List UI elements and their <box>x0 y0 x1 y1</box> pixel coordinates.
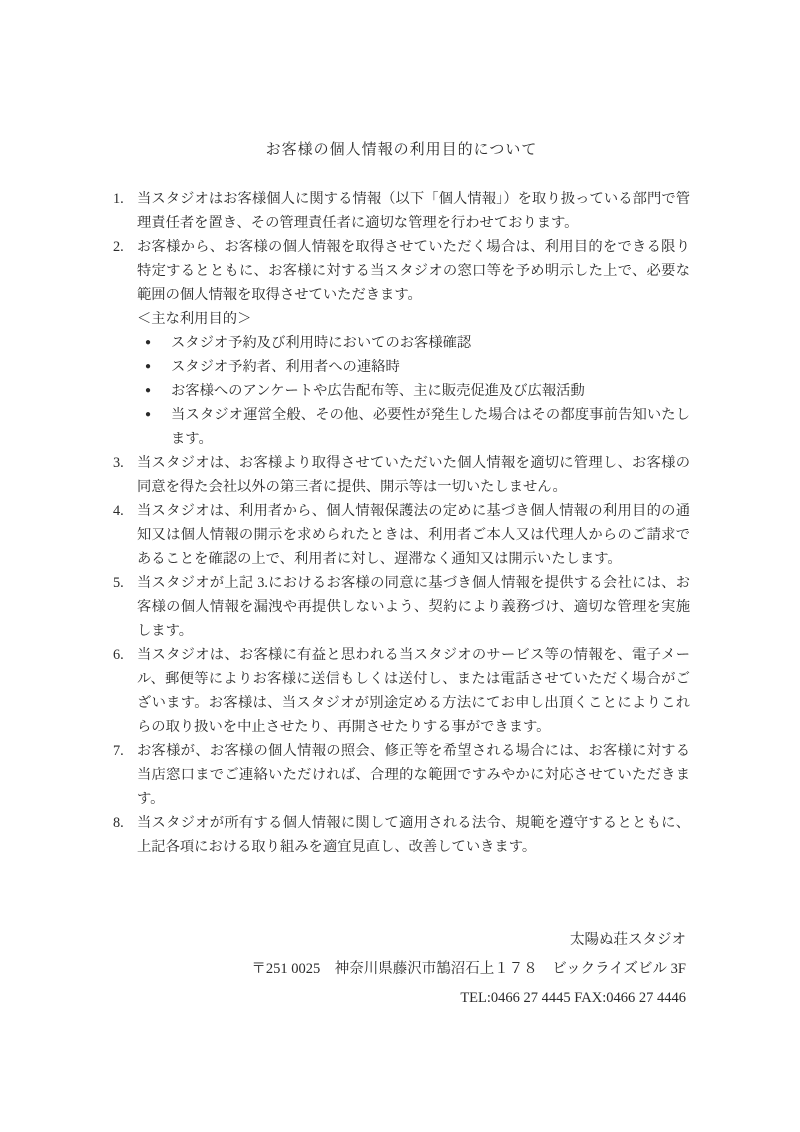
bullet-icon: ● <box>145 385 152 396</box>
footer-contact: TEL:0466 27 4445 FAX:0466 27 4446 <box>460 990 686 1006</box>
item-text: 当スタジオはお客様個人に関する情報（以下「個人情報」）を取り扱っている部門で管理責任者を置き、その管理責任者に適切な管理を行わせております。 <box>137 191 690 231</box>
document-footer <box>113 926 686 1013</box>
item-text: お客様が、お客様の個人情報の照会、修正等を希望される場合には、お客様に対する当店窓口までご連絡いただければ、合理的な範囲ですみやかに対応させていただきます。 <box>137 743 690 807</box>
list-item-7 <box>113 739 690 811</box>
item-number: 1. <box>113 191 124 207</box>
bullet-text: スタジオ予約者、利用者への連絡時 <box>171 359 400 375</box>
item-text: 当スタジオが所有する個人情報に関して適用される法令、規範を遵守するとともに、上記各項における取り組みを適宜見直し、改善していきます。 <box>137 815 690 855</box>
item-number: 5. <box>113 575 124 591</box>
item-number: 7. <box>113 743 124 759</box>
bullet-text: スタジオ予約及び利用時においてのお客様確認 <box>171 335 472 351</box>
item-number: 2. <box>113 239 124 255</box>
list-item-5 <box>113 571 690 643</box>
policy-list <box>113 187 690 859</box>
item-number: 3. <box>113 455 124 471</box>
list-item-8 <box>113 811 690 859</box>
page-title: お客様の個人情報の利用目的について <box>265 142 538 158</box>
bullet-text: お客様へのアンケートや広告配布等、主に販売促進及び広報活動 <box>171 383 585 399</box>
footer-company-name: 太陽ぬ荘スタジオ <box>570 932 686 948</box>
bullet-item <box>137 355 690 379</box>
item-number: 8. <box>113 815 124 831</box>
list-item-1 <box>113 187 690 235</box>
item-body <box>137 235 690 451</box>
purpose-subheading: ＜主な利用目的＞ <box>137 311 252 327</box>
bullet-item <box>137 403 690 451</box>
item-text: 当スタジオが上記 3.におけるお客様の同意に基づき個人情報を提供する会社には、お客様の個人情報を漏洩や再提供しないよう、契約により義務づけ、適切な管理を実施します。 <box>137 575 690 639</box>
item-text: 当スタジオは、お客様に有益と思われる当スタジオのサービス等の情報を、電子メール、郵便等によりお客様に送信もしくは送付し、または電話させていただく場合がございます。お客様は、当スタジオが別途定める方法にてお申し出頂くことによりこれらの取り扱いを中止させたり、再開させたりする事ができます。 <box>137 647 690 735</box>
bullet-icon: ● <box>145 409 152 420</box>
bullet-icon: ● <box>145 337 152 348</box>
item-number: 4. <box>113 503 124 519</box>
bullet-text: 当スタジオ運営全般、その他、必要性が発生した場合はその都度事前告知いたします。 <box>171 407 690 447</box>
footer-address: 〒251 0025 神奈川県藤沢市鵠沼石上１７８ ビックライズビル 3F <box>251 961 686 977</box>
item-text: 当スタジオは、利用者から、個人情報保護法の定めに基づき個人情報の利用目的の通知又は個人情報の開示を求められたときは、利用者ご本人又は代理人からのご請求であることを確認の上で、利用者に対し、遅滞なく通知又は開示いたします。 <box>137 503 690 567</box>
item-number: 6. <box>113 647 124 663</box>
list-item-4 <box>113 499 690 571</box>
bullet-item <box>137 331 690 355</box>
list-item-3 <box>113 451 690 499</box>
bullet-icon: ● <box>145 361 152 372</box>
bullet-item <box>137 379 690 403</box>
item-text: お客様から、お客様の個人情報を取得させていただく場合は、利用目的をできる限り特定するとともに、お客様に対する当スタジオの窓口等を予め明示した上で、必要な範囲の個人情報を取得させていただきます。 <box>137 239 690 303</box>
item-text: 当スタジオは、お客様より取得させていただいた個人情報を適切に管理し、お客様の同意を得た会社以外の第三者に提供、開示等は一切いたしません。 <box>137 455 690 495</box>
list-item-6 <box>113 643 690 739</box>
list-item-2 <box>113 235 690 451</box>
